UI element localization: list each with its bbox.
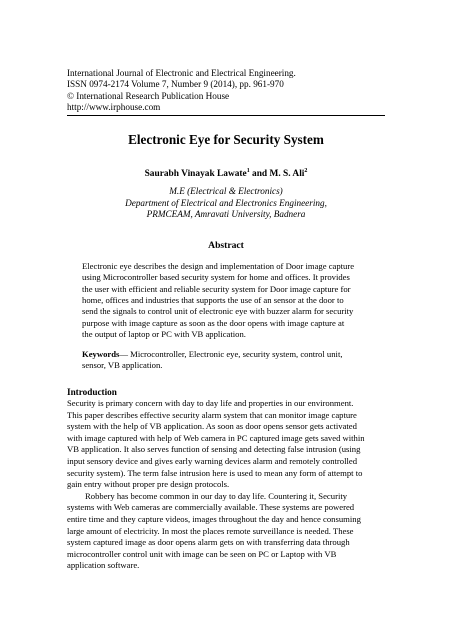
abstract-body (82, 261, 378, 340)
author-2: M. S. Ali (269, 169, 305, 180)
abstract-line: Electronic eye describes the design and implementation of Door image capture (82, 261, 355, 271)
affiliation-line: PRMCEAM, Amravati University, Badnera (146, 209, 306, 220)
author-joiner: and (249, 169, 270, 180)
body-line: This paper describes effective security alarm system that can monitor image capture (67, 409, 357, 420)
abstract-line: send the signals to control unit of electronic eye with buzzer alarm for security (82, 306, 354, 317)
paper-title: Electronic Eye for Security System (128, 132, 324, 147)
keywords-text-cont: sensor, VB application. (82, 360, 163, 371)
body-line: systems with Web cameras are commercially available. These systems are powered (67, 502, 355, 513)
keywords-label: Keywords (82, 349, 120, 359)
abstract-line: home, offices and industries that supports the use of an sensor at the door to (82, 295, 344, 306)
body-line: VB application. It also serves function of sensing and detecting false intrusion (using (67, 444, 361, 455)
body-line: Security is primary concern with day to day life and properties in our environment. (67, 398, 354, 408)
body-line: Robbery has become common in our day to day life. Countering it, Security (85, 490, 348, 501)
body-line: gain entry without proper pre design protocols. (67, 479, 230, 490)
body-line: large amount of electricity. In most the places remote surveillance is needed. These (67, 525, 354, 536)
author-1: Saurabh Vinayak Lawate (144, 169, 247, 180)
journal-url: http://www.irphouse.com (67, 101, 161, 112)
body-line: input sensory device and gives early warning devices alarm and remotely controlled (67, 455, 358, 466)
journal-name: International Journal of Electronic and Electrical Engineering. (67, 68, 296, 78)
body-line: entire time and they capture videos, images throughout the day and hence consuming (67, 513, 361, 524)
author-line (0, 168, 452, 179)
body-line: system captured image as door opens alarm gets on with transferring data through (67, 537, 350, 548)
journal-copyright: © International Research Publication House (67, 90, 230, 101)
affiliation (0, 186, 452, 221)
abstract-heading: Abstract (208, 240, 244, 251)
abstract-line: the user with efficient and reliable security system for Door image capture for (82, 283, 351, 294)
author-2-affil-mark: 2 (304, 168, 308, 174)
body-line: security system). The term false intrusion here is used to mean any form of attempt to (67, 467, 363, 478)
keywords (82, 349, 378, 372)
body-line: system with the help of VB application. As soon as door opens sensor gets activated (67, 421, 357, 432)
abstract-line: the output of laptop or PC with VB application. (82, 329, 246, 340)
abstract-line: using Microcontroller based security system for home and offices. It provides (82, 272, 350, 283)
journal-issn: ISSN 0974-2174 Volume 7, Number 9 (2014), pp. 961-970 (67, 79, 284, 90)
affiliation-line: Department of Electrical and Electronics Engineering, (125, 197, 327, 208)
abstract-line: purpose with image capture as soon as the door opens with image capture at (82, 317, 345, 328)
body-line: with image captured with help of Web camera in PC captured image gets saved within (67, 432, 365, 443)
keywords-text: — Microcontroller, Electronic eye, security system, control unit, (119, 349, 343, 359)
introduction-heading: Introduction (67, 387, 117, 397)
header-divider (67, 115, 385, 116)
body-line: application software. (67, 560, 140, 571)
body-line: microcontroller control unit with image can be seen on PC or Laptop with VB (67, 548, 337, 559)
journal-header (67, 68, 397, 113)
author-1-affil-mark: 1 (246, 168, 250, 174)
affiliation-line: M.E (Electrical & Electronics) (169, 186, 283, 196)
introduction-body (67, 398, 385, 572)
